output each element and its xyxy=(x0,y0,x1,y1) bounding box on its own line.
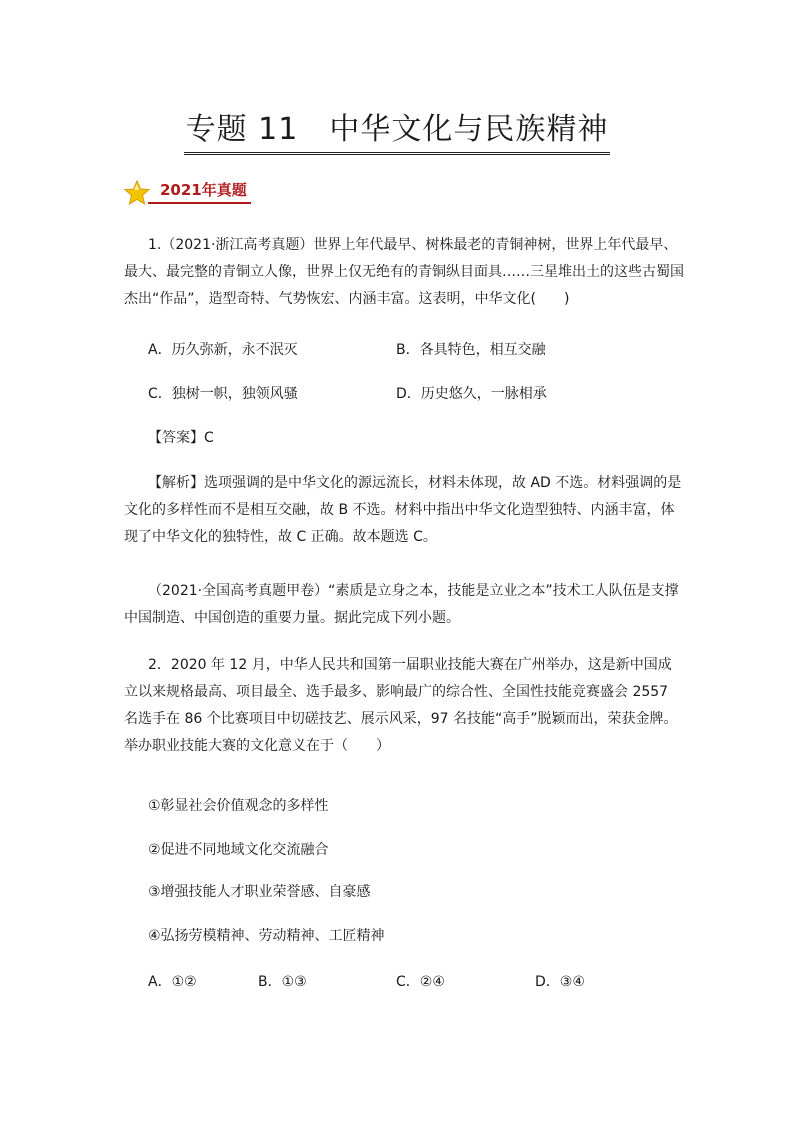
q2-item-1: ①彰显社会价值观念的多样性 xyxy=(148,798,329,814)
analysis-label: 【解析】 xyxy=(148,475,204,491)
question-1-stem: 1.（2021·浙江高考真题）世界上年代最早、树株最老的青铜神树，世界上年代最早、最大、最完整的青铜立人像，世界上仅无绝有的青铜纵目面具……三星堆出土的这些古蜀国杰出“作品”，造型奇特、气势恢宏、内涵丰富。这表明，中华文化( ) xyxy=(124,237,684,307)
q1-option-b: B．各具特色，相互交融 xyxy=(396,342,546,358)
page-title: 专题 11 中华文化与民族精神 xyxy=(184,112,611,155)
analysis-text: 选项强调的是中华文化的源远流长，材料未体现，故 AD 不选。材料强调的是文化的多样性而不是相互交融，故 B 不选。材料中指出中华文化造型独特、内涵丰富，体现了中华文化的独特性，故 C 正确。故本题选 C。 xyxy=(124,475,682,545)
q2-option-b: B．①③ xyxy=(258,974,307,990)
answer-label: 【答案】 xyxy=(148,430,204,446)
q2-item-2: ②促进不同地域文化交流融合 xyxy=(148,842,329,858)
answer-value: C xyxy=(204,430,214,446)
q2-option-c: C．②④ xyxy=(396,974,445,990)
q2-option-d: D．③④ xyxy=(535,974,585,990)
q2-option-a: A．①② xyxy=(148,974,197,990)
q1-option-d: D．历史悠久，一脉相承 xyxy=(396,386,547,402)
q1-analysis xyxy=(124,470,684,551)
q1-option-a: A．历久弥新，永不泯灭 xyxy=(148,342,298,358)
q2-item-3: ③增强技能人才职业荣誉感、自豪感 xyxy=(148,884,371,900)
material-intro: （2021·全国高考真题甲卷）“素质是立身之本，技能是立业之本”技术工人队伍是支撑中国制造、中国创造的重要力量。据此完成下列小题。 xyxy=(124,583,679,626)
section-title: 2021年真题 xyxy=(148,180,251,204)
star-icon xyxy=(124,180,150,206)
q1-option-c: C．独树一帜，独领风骚 xyxy=(148,386,298,402)
question-2-stem: 2．2020 年 12 月，中华人民共和国第一届职业技能大赛在广州举办，这是新中国成立以来规格最高、项目最全、选手最多、影响最广的综合性、全国性技能竞赛盛会 2557 名选手在 86 个比赛项目中切磋技艺、展示风采，97 名技能“高手”脱颖而出，荣获金牌。举办职业技能大赛的文化意义在于（ ） xyxy=(124,657,678,754)
title-block xyxy=(0,112,794,155)
q1-answer xyxy=(148,428,214,448)
q2-item-4: ④弘扬劳模精神、劳动精神、工匠精神 xyxy=(148,928,385,944)
